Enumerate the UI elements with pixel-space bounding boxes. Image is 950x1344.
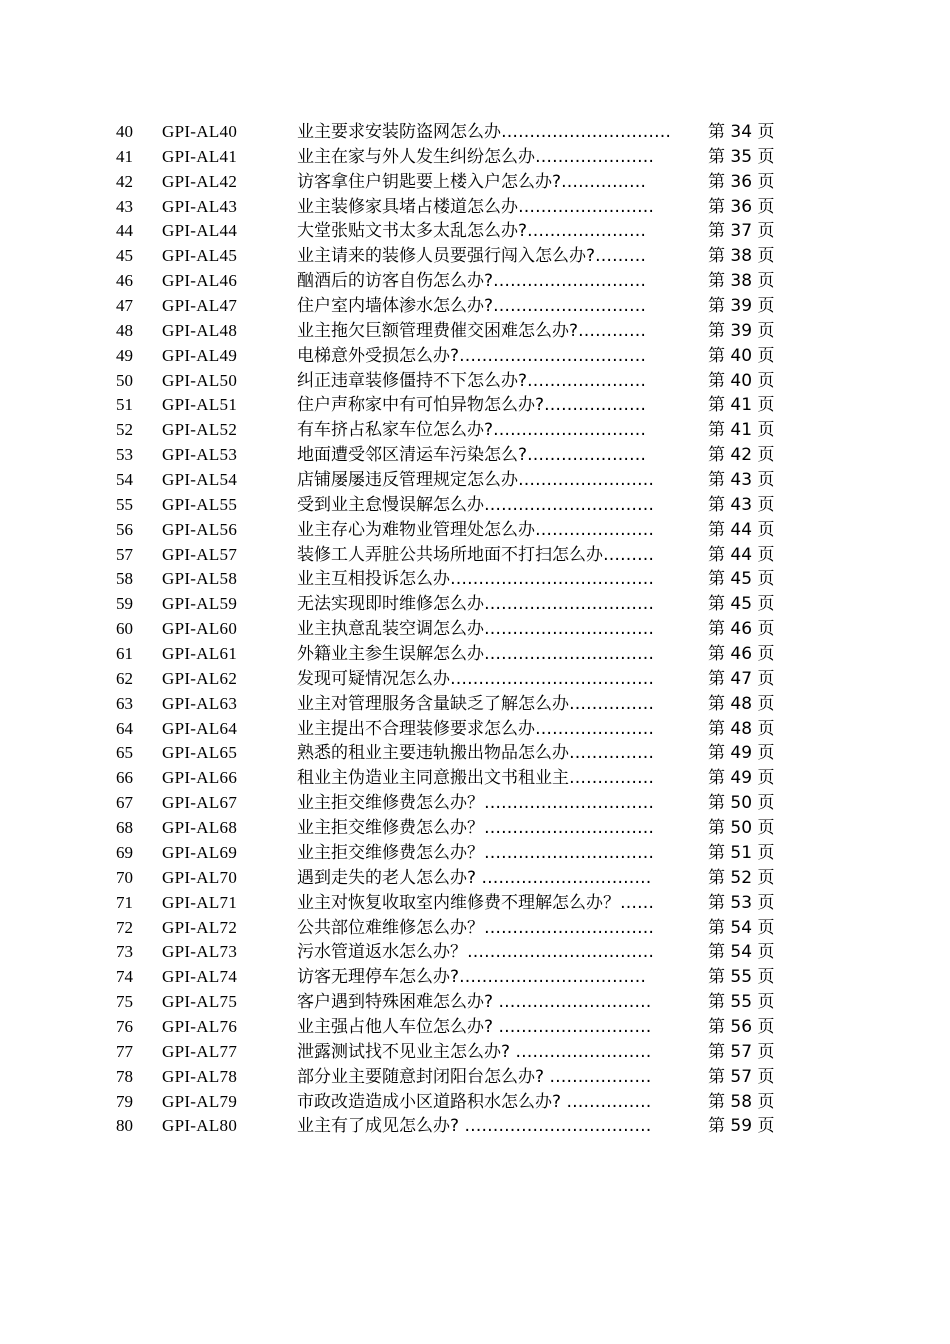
entry-title: 装修工人弄脏公共场所地面不打扫怎么办………	[297, 544, 654, 565]
toc-row	[0, 418, 950, 443]
entry-code: GPI-AL61	[162, 644, 238, 664]
entry-code: GPI-AL48	[162, 320, 238, 340]
entry-title: 访客无理停车怎么办?……………………………	[297, 967, 647, 988]
entry-title-wrap	[297, 592, 701, 617]
entry-code: GPI-AL40	[162, 122, 238, 141]
entry-code: GPI-AL69	[162, 842, 238, 862]
toc-row	[0, 841, 950, 866]
entry-title: 大堂张贴文书太多太乱怎么办?…………………	[297, 221, 647, 242]
entry-page: 第 54 页	[708, 942, 775, 963]
entry-page: 第 47 页	[708, 668, 775, 689]
entry-page: 第 46 页	[708, 644, 775, 665]
toc-row	[0, 816, 950, 841]
entry-code: GPI-AL52	[162, 420, 238, 440]
entry-number: 46	[116, 271, 133, 291]
entry-title-wrap	[297, 1090, 701, 1115]
entry-title-wrap	[297, 866, 701, 891]
entry-title-wrap	[297, 543, 701, 568]
entry-title: 业主强占他人车位怎么办? ………………………	[297, 1016, 652, 1037]
entry-number: 56	[116, 519, 133, 539]
entry-title: 电梯意外受损怎么办?……………………………	[297, 345, 647, 366]
toc-row	[0, 443, 950, 468]
entry-title-wrap	[297, 344, 701, 369]
entry-page: 第 48 页	[708, 718, 775, 739]
entry-number: 72	[116, 917, 133, 937]
entry-code: GPI-AL67	[162, 793, 238, 813]
entry-code: GPI-AL78	[162, 1066, 238, 1086]
entry-code: GPI-AL54	[162, 470, 238, 490]
entry-number: 70	[116, 867, 133, 887]
entry-code: GPI-AL42	[162, 171, 238, 191]
entry-title: 业主装修家具堵占楼道怎么办……………………	[297, 196, 654, 217]
entry-number: 53	[116, 445, 133, 465]
entry-title-wrap	[297, 1015, 701, 1040]
entry-number: 55	[116, 494, 133, 514]
entry-page: 第 36 页	[708, 196, 775, 217]
entry-code: GPI-AL51	[162, 395, 238, 415]
entry-title: 业主互相投诉怎么办………………………………	[297, 569, 654, 590]
entry-title-wrap	[297, 518, 701, 543]
entry-number: 51	[116, 395, 133, 415]
entry-number: 71	[116, 892, 133, 912]
entry-title: 业主在家与外人发生纠纷怎么办…………………	[297, 146, 654, 167]
toc-row	[0, 766, 950, 791]
entry-title: 业主执意乱装空调怎么办…………………………	[297, 619, 654, 640]
entry-page: 第 44 页	[708, 519, 775, 540]
entry-code: GPI-AL77	[162, 1041, 238, 1061]
entry-title: 地面遭受邻区清运车污染怎么?…………………	[297, 445, 647, 466]
toc-row	[0, 741, 950, 766]
entry-title: 泄露测试找不见业主怎么办? ……………………	[297, 1041, 652, 1062]
entry-title: 业主拒交维修费怎么办？…………………………	[297, 818, 654, 839]
toc-row	[0, 916, 950, 941]
entry-number: 57	[116, 544, 133, 564]
entry-number: 69	[116, 842, 133, 862]
entry-number: 78	[116, 1066, 133, 1086]
entry-page: 第 52 页	[708, 867, 775, 888]
toc-row	[0, 866, 950, 891]
entry-title: 业主请来的装修人员要强行闯入怎么办?………	[297, 246, 647, 267]
toc-row	[0, 145, 950, 170]
entry-code: GPI-AL75	[162, 992, 238, 1012]
entry-code: GPI-AL59	[162, 594, 238, 614]
toc-row	[0, 1040, 950, 1065]
entry-page: 第 43 页	[708, 470, 775, 491]
entry-title: 业主对恢复收取室内维修费不理解怎么办？……	[297, 892, 654, 913]
entry-page: 第 37 页	[708, 221, 775, 242]
entry-title-wrap	[297, 816, 701, 841]
entry-code: GPI-AL46	[162, 271, 238, 291]
entry-number: 49	[116, 345, 133, 365]
entry-code: GPI-AL53	[162, 445, 238, 465]
entry-number: 80	[116, 1116, 133, 1136]
entry-title: 客户遇到特殊困难怎么办? ………………………	[297, 992, 652, 1013]
entry-title-wrap	[297, 120, 701, 145]
toc-row	[0, 294, 950, 319]
entry-code: GPI-AL60	[162, 619, 238, 639]
entry-page: 第 40 页	[708, 345, 775, 366]
entry-code: GPI-AL50	[162, 370, 238, 390]
entry-number: 58	[116, 569, 133, 589]
entry-number: 47	[116, 296, 133, 316]
entry-number: 63	[116, 693, 133, 713]
entry-title: 遇到走失的老人怎么办? …………………………	[297, 867, 652, 888]
entry-code: GPI-AL66	[162, 768, 238, 788]
entry-number: 62	[116, 668, 133, 688]
toc-row	[0, 1090, 950, 1115]
entry-page: 第 45 页	[708, 569, 775, 590]
entry-page: 第 39 页	[708, 296, 775, 317]
entry-title: 店铺屡屡违反管理规定怎么办……………………	[297, 470, 654, 491]
entry-code: GPI-AL64	[162, 718, 238, 738]
entry-number: 48	[116, 320, 133, 340]
entry-page: 第 49 页	[708, 768, 775, 789]
entry-title: 住户室内墙体渗水怎么办?………………………	[297, 296, 647, 317]
entry-code: GPI-AL44	[162, 221, 238, 241]
entry-title-wrap	[297, 170, 701, 195]
entry-code: GPI-AL79	[162, 1091, 238, 1111]
entry-page: 第 36 页	[708, 171, 775, 192]
toc-row	[0, 891, 950, 916]
entry-code: GPI-AL41	[162, 146, 238, 166]
entry-page: 第 53 页	[708, 892, 775, 913]
entry-code: GPI-AL47	[162, 296, 238, 316]
entry-title: 业主有了成见怎么办? ……………………………	[297, 1116, 652, 1137]
entry-title: 无法实现即时维修怎么办…………………………	[297, 594, 654, 615]
entry-title: 发现可疑情况怎么办………………………………	[297, 668, 654, 689]
entry-page: 第 48 页	[708, 693, 775, 714]
entry-title: 外籍业主参生误解怎么办…………………………	[297, 644, 654, 665]
entry-title: 公共部位难维修怎么办？…………………………	[297, 917, 654, 938]
entry-number: 59	[116, 594, 133, 614]
toc-row	[0, 567, 950, 592]
entry-title-wrap	[297, 493, 701, 518]
entry-number: 50	[116, 370, 133, 390]
entry-page: 第 55 页	[708, 992, 775, 1013]
entry-title-wrap	[297, 990, 701, 1015]
toc-row	[0, 219, 950, 244]
entry-page: 第 41 页	[708, 420, 775, 441]
toc-row	[0, 244, 950, 269]
entry-number: 64	[116, 718, 133, 738]
entry-page: 第 42 页	[708, 445, 775, 466]
entry-title: 受到业主怠慢误解怎么办…………………………	[297, 494, 654, 515]
entry-title-wrap	[297, 443, 701, 468]
entry-code: GPI-AL55	[162, 494, 238, 514]
entry-number: 60	[116, 619, 133, 639]
entry-page: 第 35 页	[708, 146, 775, 167]
entry-title: 业主拖欠巨额管理费催交困难怎么办?…………	[297, 320, 647, 341]
entry-code: GPI-AL71	[162, 892, 238, 912]
entry-title: 业主提出不合理装修要求怎么办…………………	[297, 718, 654, 739]
toc-row	[0, 692, 950, 717]
entry-number: 73	[116, 942, 133, 962]
entry-title-wrap	[297, 269, 701, 294]
entry-title-wrap	[297, 418, 701, 443]
entry-page: 第 40 页	[708, 370, 775, 391]
toc-row	[0, 120, 950, 145]
entry-code: GPI-AL73	[162, 942, 238, 962]
toc-row	[0, 1065, 950, 1090]
entry-code: GPI-AL45	[162, 246, 238, 266]
entry-title: 酗酒后的访客自伤怎么办?………………………	[297, 271, 647, 292]
toc-row	[0, 269, 950, 294]
entry-title-wrap	[297, 468, 701, 493]
entry-page: 第 34 页	[708, 122, 775, 142]
entry-title: 访客拿住户钥匙要上楼入户怎么办?……………	[297, 171, 647, 192]
toc-row	[0, 344, 950, 369]
entry-title-wrap	[297, 965, 701, 990]
entry-code: GPI-AL63	[162, 693, 238, 713]
entry-number: 75	[116, 992, 133, 1012]
entry-page: 第 50 页	[708, 793, 775, 814]
entry-title: 业主存心为难物业管理处怎么办…………………	[297, 519, 654, 540]
entry-title-wrap	[297, 145, 701, 170]
entry-title-wrap	[297, 294, 701, 319]
entry-number: 42	[116, 171, 133, 191]
entry-page: 第 45 页	[708, 594, 775, 615]
entry-title: 住户声称家中有可怕异物怎么办?………………	[297, 395, 647, 416]
entry-page: 第 58 页	[708, 1091, 775, 1112]
toc-row	[0, 990, 950, 1015]
entry-page: 第 46 页	[708, 619, 775, 640]
entry-title: 业主拒交维修费怎么办？…………………………	[297, 842, 654, 863]
toc-row	[0, 1114, 950, 1139]
entry-page: 第 39 页	[708, 320, 775, 341]
entry-number: 65	[116, 743, 133, 763]
entry-title-wrap	[297, 642, 701, 667]
entry-title-wrap	[297, 617, 701, 642]
entry-title-wrap	[297, 1040, 701, 1065]
entry-code: GPI-AL74	[162, 967, 238, 987]
toc-row	[0, 791, 950, 816]
entry-code: GPI-AL62	[162, 668, 238, 688]
entry-number: 44	[116, 221, 133, 241]
entry-title: 纠正违章装修僵持不下怎么办?…………………	[297, 370, 647, 391]
toc-row	[0, 667, 950, 692]
entry-title-wrap	[297, 841, 701, 866]
entry-page: 第 57 页	[708, 1041, 775, 1062]
entry-title: 部分业主要随意封闭阳台怎么办? ………………	[297, 1066, 652, 1087]
entry-number: 41	[116, 146, 133, 166]
entry-page: 第 57 页	[708, 1066, 775, 1087]
entry-title: 有车挤占私家车位怎么办?………………………	[297, 420, 647, 441]
entry-number: 79	[116, 1091, 133, 1111]
toc-row	[0, 642, 950, 667]
entry-title-wrap	[297, 916, 701, 941]
entry-number: 52	[116, 420, 133, 440]
toc-row	[0, 592, 950, 617]
entry-number: 77	[116, 1041, 133, 1061]
entry-title-wrap	[297, 891, 701, 916]
entry-code: GPI-AL65	[162, 743, 238, 763]
entry-title-wrap	[297, 1114, 701, 1139]
entry-code: GPI-AL72	[162, 917, 238, 937]
entry-title-wrap	[297, 1065, 701, 1090]
entry-page: 第 44 页	[708, 544, 775, 565]
entry-page: 第 59 页	[708, 1116, 775, 1137]
entry-code: GPI-AL70	[162, 867, 238, 887]
entry-page: 第 49 页	[708, 743, 775, 764]
entry-title-wrap	[297, 766, 701, 791]
entry-page: 第 54 页	[708, 917, 775, 938]
entry-title-wrap	[297, 319, 701, 344]
entry-title-wrap	[297, 940, 701, 965]
entry-page: 第 56 页	[708, 1016, 775, 1037]
entry-page: 第 43 页	[708, 494, 775, 515]
toc-row	[0, 1015, 950, 1040]
entry-title: 业主拒交维修费怎么办？…………………………	[297, 793, 654, 814]
entry-number: 68	[116, 818, 133, 838]
toc-row	[0, 369, 950, 394]
entry-title-wrap	[297, 741, 701, 766]
entry-title: 租业主伪造业主同意搬出文书租业主……………	[297, 768, 654, 789]
entry-number: 74	[116, 967, 133, 987]
toc-row	[0, 468, 950, 493]
entry-page: 第 38 页	[708, 271, 775, 292]
entry-code: GPI-AL80	[162, 1116, 238, 1136]
entry-code: GPI-AL57	[162, 544, 238, 564]
entry-title-wrap	[297, 717, 701, 742]
entry-page: 第 50 页	[708, 818, 775, 839]
entry-code: GPI-AL56	[162, 519, 238, 539]
entry-number: 43	[116, 196, 133, 216]
table-of-contents	[0, 120, 950, 1139]
entry-code: GPI-AL49	[162, 345, 238, 365]
entry-title: 业主对管理服务含量缺乏了解怎么办……………	[297, 693, 654, 714]
toc-row	[0, 393, 950, 418]
entry-number: 54	[116, 470, 133, 490]
entry-page: 第 51 页	[708, 842, 775, 863]
entry-code: GPI-AL43	[162, 196, 238, 216]
entry-number: 76	[116, 1016, 133, 1036]
entry-title-wrap	[297, 219, 701, 244]
toc-row	[0, 617, 950, 642]
entry-title-wrap	[297, 791, 701, 816]
entry-number: 45	[116, 246, 133, 266]
toc-row	[0, 543, 950, 568]
entry-code: GPI-AL76	[162, 1016, 238, 1036]
entry-title: 熟悉的租业主要违轨搬出物品怎么办……………	[297, 743, 654, 764]
entry-code: GPI-AL68	[162, 818, 238, 838]
entry-title-wrap	[297, 244, 701, 269]
entry-title: 污水管道返水怎么办？……………………………	[297, 942, 654, 963]
entry-code: GPI-AL58	[162, 569, 238, 589]
entry-number: 67	[116, 793, 133, 813]
entry-title-wrap	[297, 195, 701, 220]
entry-page: 第 41 页	[708, 395, 775, 416]
toc-row	[0, 717, 950, 742]
toc-row	[0, 195, 950, 220]
toc-row	[0, 965, 950, 990]
entry-title-wrap	[297, 667, 701, 692]
toc-row	[0, 518, 950, 543]
entry-title: 市政改造造成小区道路积水怎么办? ……………	[297, 1091, 652, 1112]
entry-number: 40	[116, 122, 133, 141]
entry-page: 第 55 页	[708, 967, 775, 988]
toc-row	[0, 170, 950, 195]
entry-title-wrap	[297, 393, 701, 418]
entry-page: 第 38 页	[708, 246, 775, 267]
entry-title-wrap	[297, 567, 701, 592]
entry-title: 业主要求安装防盗网怎么办…………………………	[297, 122, 671, 142]
toc-row	[0, 493, 950, 518]
entry-number: 61	[116, 644, 133, 664]
entry-number: 66	[116, 768, 133, 788]
toc-row	[0, 940, 950, 965]
toc-row	[0, 319, 950, 344]
entry-title-wrap	[297, 369, 701, 394]
entry-title-wrap	[297, 692, 701, 717]
